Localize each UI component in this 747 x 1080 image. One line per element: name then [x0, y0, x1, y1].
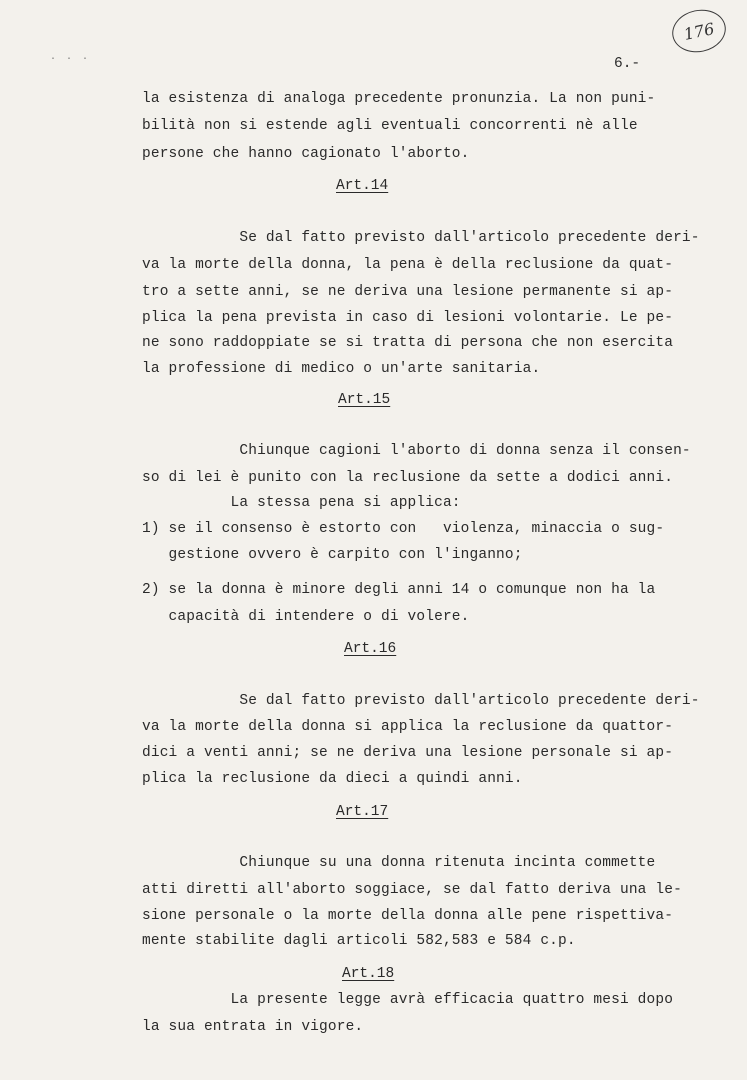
text-line: la esistenza di analoga precedente pronunzia. La non puni-: [142, 91, 656, 107]
text-line: Chiunque cagioni l'aborto di donna senza il consen-: [142, 443, 691, 459]
article-heading: Art.15: [338, 392, 391, 408]
text-line: va la morte della donna, la pena è della reclusione da quat-: [142, 257, 674, 273]
text-line: mente stabilite dagli articoli 582,583 e 584 c.p.: [142, 933, 576, 949]
text-line: ne sono raddoppiate se si tratta di persona che non esercita: [142, 335, 674, 351]
page-number: 6.-: [614, 56, 641, 72]
text-line: La presente legge avrà efficacia quattro mesi dopo: [142, 992, 674, 1008]
text-line: dici a venti anni; se ne deriva una lesione personale si ap-: [142, 745, 674, 761]
margin-marks: · · ·: [50, 54, 91, 65]
list-item-continuation: capacità di intendere o di volere.: [142, 609, 470, 625]
text-line: bilità non si estende agli eventuali concorrenti nè alle: [142, 118, 638, 134]
text-line: plica la pena prevista in caso di lesioni volontarie. Le pe-: [142, 310, 674, 326]
article-heading: Art.16: [344, 641, 397, 657]
text-line: la professione di medico o un'arte sanitaria.: [142, 361, 541, 377]
text-line: so di lei è punito con la reclusione da sette a dodici anni.: [142, 470, 674, 486]
list-item: 2) se la donna è minore degli anni 14 o comunque non ha la: [142, 582, 656, 598]
page-stamp: 176: [668, 5, 730, 57]
text-line: Chiunque su una donna ritenuta incinta commette: [142, 855, 656, 871]
text-line: La stessa pena si applica:: [142, 495, 461, 511]
text-line: tro a sette anni, se ne deriva una lesione permanente si ap-: [142, 284, 674, 300]
list-item: 1) se il consenso è estorto con violenza, minaccia o sug-: [142, 521, 665, 537]
text-line: Se dal fatto previsto dall'articolo precedente deri-: [142, 230, 700, 246]
text-line: plica la reclusione da dieci a quindi anni.: [142, 771, 523, 787]
text-line: persone che hanno cagionato l'aborto.: [142, 146, 470, 162]
list-item-continuation: gestione ovvero è carpito con l'inganno;: [142, 547, 523, 563]
text-line: Se dal fatto previsto dall'articolo precedente deri-: [142, 693, 700, 709]
article-heading: Art.14: [336, 178, 389, 194]
article-heading: Art.17: [336, 804, 389, 820]
text-line: atti diretti all'aborto soggiace, se dal fatto deriva una le-: [142, 882, 682, 898]
text-line: va la morte della donna si applica la reclusione da quattor-: [142, 719, 674, 735]
text-line: la sua entrata in vigore.: [142, 1019, 364, 1035]
text-line: sione personale o la morte della donna alle pene rispettiva-: [142, 908, 674, 924]
article-heading: Art.18: [342, 966, 395, 982]
